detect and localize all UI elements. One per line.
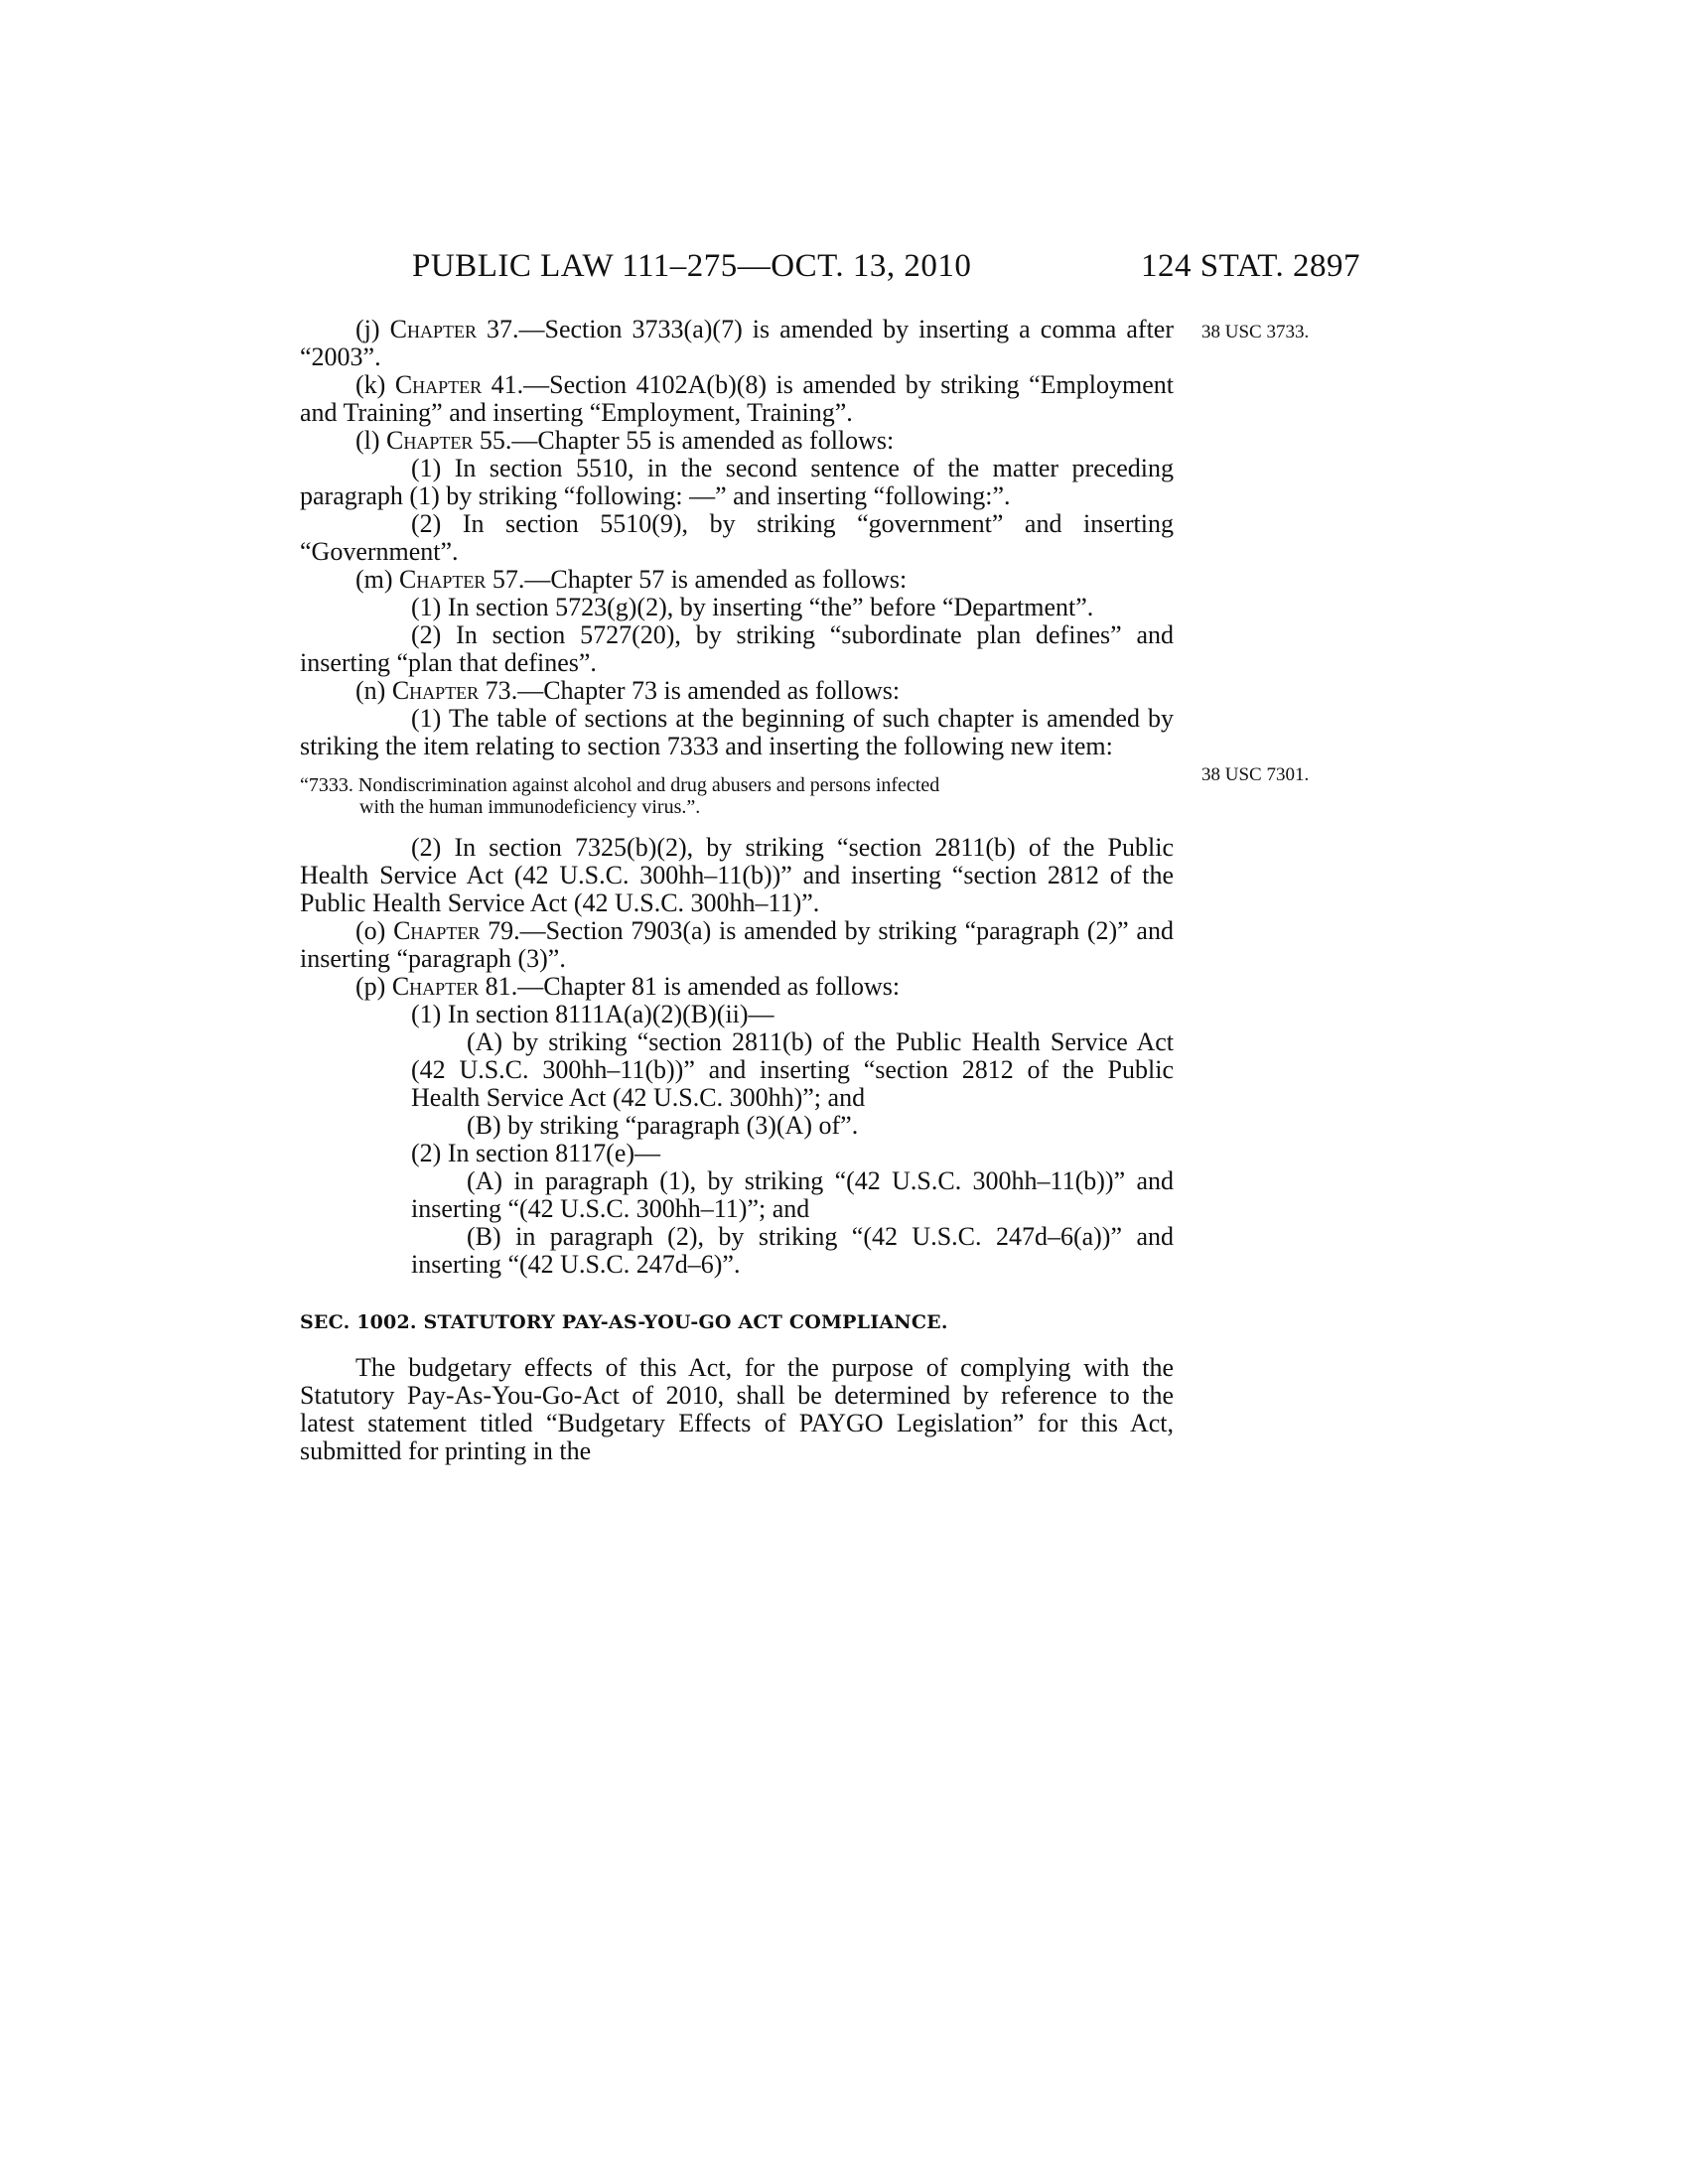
table-of-sections-item bbox=[300, 774, 1174, 818]
subsection-l-paragraph-1: (1) In section 5510, in the second sentence of the matter preceding paragraph (1) by striking “following: —” and inserting “following:”. bbox=[300, 454, 1174, 510]
margin-note-38-usc-7301: 38 USC 7301. bbox=[1201, 764, 1310, 785]
subsection-p-paragraph-1-A: (A) by striking “section 2811(b) of the Public Health Service Act (42 U.S.C. 300hh–11(b))” and inserting “section 2812 of the Public Health Service Act (42 U.S.C. 300hh)”; and bbox=[411, 1027, 1174, 1112]
subsection-o: (o) Chapter 79.—Section 7903(a) is amended by striking “paragraph (2)” and inserting “paragraph (3)”. bbox=[300, 916, 1174, 973]
subsection-l: (l) Chapter 55.—Chapter 55 is amended as follows: bbox=[355, 426, 895, 455]
subsection-j-heading: Chapter 37 bbox=[389, 315, 513, 343]
subsection-o-heading: Chapter 79 bbox=[393, 916, 514, 945]
subsection-p-paragraph-1-B: (B) by striking “paragraph (3)(A) of”. bbox=[467, 1111, 859, 1140]
subsection-m-paragraph-2: (2) In section 5727(20), by striking “subordinate plan defines” and inserting “plan that defines”. bbox=[300, 620, 1174, 677]
subsection-m-paragraph-1: (1) In section 5723(g)(2), by inserting “the” before “Department”. bbox=[411, 593, 1094, 621]
subsection-n-paragraph-1: (1) The table of sections at the beginning of such chapter is amended by striking the item relating to section 7333 and inserting the following new item: bbox=[300, 704, 1174, 760]
subsection-n-paragraph-2: (2) In section 7325(b)(2), by striking “section 2811(b) of the Public Health Service Act (42 U.S.C. 300hh–11(b))” and inserting “section 2812 of the Public Health Service Act (42 U.S.C. 300hh–11)”. bbox=[300, 833, 1174, 917]
section-1002-body: The budgetary effects of this Act, for the purpose of complying with the Statutory Pay-As-You-Go-Act of 2010, shall be determined by reference to the latest statement titled “Budgetary Effects of PAYGO Legislation” for this Act, submitted for printing in the bbox=[300, 1353, 1174, 1465]
margin-note-38-usc-3733: 38 USC 3733. bbox=[1201, 322, 1310, 342]
subsection-m-heading: Chapter 57 bbox=[399, 565, 518, 594]
subsection-p-paragraph-2: (2) In section 8117(e)— bbox=[411, 1139, 661, 1167]
header-title: PUBLIC LAW 111–275—OCT. 13, 2010 bbox=[412, 248, 972, 284]
document-body bbox=[300, 316, 1174, 1465]
subsection-k-heading: Chapter 41 bbox=[394, 370, 517, 399]
subsection-p: (p) Chapter 81.—Chapter 81 is amended as follows: bbox=[355, 972, 901, 1001]
subsection-l-paragraph-2: (2) In section 5510(9), by striking “government” and inserting “Government”. bbox=[300, 509, 1174, 566]
subsection-p-paragraph-2-B: (B) in paragraph (2), by striking “(42 U.S.C. 247d–6(a))” and inserting “(42 U.S.C. 247d–6)”. bbox=[411, 1222, 1174, 1279]
section-1002-heading: SEC. 1002. STATUTORY PAY-AS-YOU-GO ACT COMPLIANCE. bbox=[300, 1311, 948, 1333]
subsection-j: (j) Chapter 37.—Section 3733(a)(7) is amended by inserting a comma after “2003”. bbox=[300, 315, 1174, 371]
toc-item-line-1: “7333. Nondiscrimination against alcohol and drug abusers and persons infected bbox=[300, 774, 940, 796]
subsection-p-paragraph-2-A: (A) in paragraph (1), by striking “(42 U.S.C. 300hh–11(b))” and inserting “(42 U.S.C. 300hh–11)”; and bbox=[411, 1166, 1174, 1223]
subsection-m: (m) Chapter 57.—Chapter 57 is amended as follows: bbox=[355, 565, 908, 594]
subsection-n-heading: Chapter 73 bbox=[391, 676, 511, 705]
page-header bbox=[298, 248, 1360, 288]
subsection-k: (k) Chapter 41.—Section 4102A(b)(8) is amended by striking “Employment and Training” and inserting “Employment, Training”. bbox=[300, 370, 1174, 427]
subsection-p-paragraph-1: (1) In section 8111A(a)(2)(B)(ii)— bbox=[411, 1000, 774, 1028]
subsection-p-heading: Chapter 81 bbox=[391, 972, 511, 1001]
header-stat-citation: 124 STAT. 2897 bbox=[1140, 248, 1360, 284]
subsection-l-heading: Chapter 55 bbox=[386, 426, 505, 455]
toc-item-line-2: with the human immunodeficiency virus.”. bbox=[359, 796, 701, 818]
subsection-n: (n) Chapter 73.—Chapter 73 is amended as follows: bbox=[355, 676, 901, 705]
